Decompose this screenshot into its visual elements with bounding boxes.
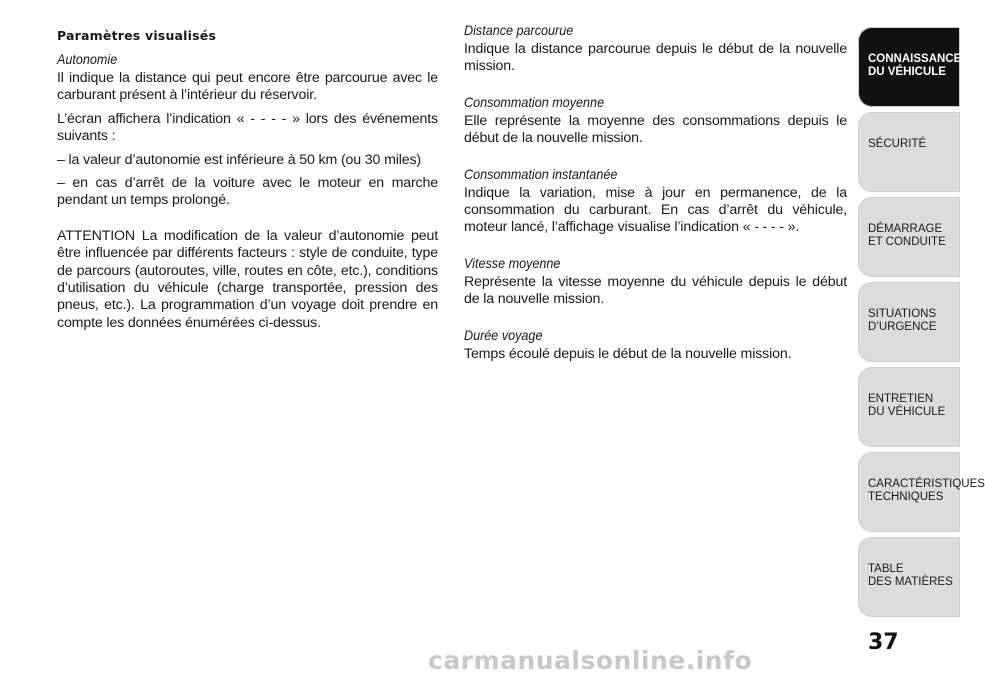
tab-caracteristiques[interactable] bbox=[858, 452, 985, 532]
tab-label: SÉCURITÉ bbox=[868, 138, 927, 150]
tab-label: DÉMARRAGE ET CONDUITE bbox=[868, 223, 946, 248]
watermark: carmanualsonline.info bbox=[428, 646, 753, 675]
tab-table-matieres[interactable] bbox=[858, 537, 960, 617]
paragraph: Elle représente la moyenne des consommations depuis le début de la nouvelle mission. bbox=[464, 112, 847, 147]
section-title: Paramètres visualisés bbox=[57, 28, 217, 43]
tab-situations[interactable] bbox=[858, 282, 960, 362]
paragraph: L’écran affichera l’indication « - - - - » lors des événements suivants : bbox=[57, 110, 438, 145]
tab-label: CARACTÉRISTIQUES TECHNIQUES bbox=[868, 478, 985, 503]
paragraph: Indique la distance parcourue depuis le début de la nouvelle mission. bbox=[464, 41, 847, 75]
tab-label: CONNAISSANCE DU VÉHICULE bbox=[868, 53, 962, 78]
paragraph: Indique la variation, mise à jour en permanence, de la consommation du carburant. En cas d’arrêt du véhicule, moteur lancé, l’affichage visualise l’indication « - - - - ». bbox=[464, 184, 847, 236]
attention-paragraph: ATTENTION La modification de la valeur d’autonomie peut être influencée par différents facteurs : style de conduite, type de parcours (autoroutes, ville, routes en côte, etc.), conditions d’utilisation du véhicule (charge transportée, pression des pneus, etc.). La programmation d’un voyage doit prendre en compte les données énumérées ci-dessus. bbox=[57, 227, 438, 331]
tab-connaissance[interactable] bbox=[858, 27, 960, 107]
subtitle-consommation-instantanee: Consommation instantanée bbox=[464, 165, 618, 182]
paragraph: – la valeur d’autonomie est inférieure à 50 km (ou 30 miles) bbox=[57, 151, 422, 168]
chapter-tabs bbox=[858, 27, 985, 622]
paragraph: Il indique la distance qui peut encore être parcourue avec le carburant présent à l’intérieur du réservoir. bbox=[57, 70, 438, 104]
subtitle-vitesse: Vitesse moyenne bbox=[464, 254, 561, 271]
tab-label: TABLE DES MATIÈRES bbox=[868, 563, 953, 588]
tab-securite[interactable] bbox=[858, 112, 960, 192]
tab-demarrage[interactable] bbox=[858, 197, 960, 277]
paragraph: Représente la vitesse moyenne du véhicule depuis le début de la nouvelle mission. bbox=[464, 273, 847, 308]
tab-label: SITUATIONS D’URGENCE bbox=[868, 308, 937, 333]
tab-entretien[interactable] bbox=[858, 367, 960, 447]
subtitle-distance: Distance parcourue bbox=[464, 22, 574, 38]
tab-label: ENTRETIEN DU VÉHICULE bbox=[868, 393, 946, 418]
subtitle-consommation-moyenne: Consommation moyenne bbox=[464, 93, 605, 110]
paragraph: – en cas d’arrêt de la voiture avec le moteur en marche pendant un temps prolongé. bbox=[57, 175, 438, 209]
subtitle-autonomie: Autonomie bbox=[57, 51, 118, 67]
right-column bbox=[464, 22, 847, 369]
subtitle-duree: Durée voyage bbox=[464, 326, 543, 343]
paragraph: Temps écoulé depuis le début de la nouvelle mission. bbox=[464, 345, 792, 362]
left-column bbox=[57, 22, 438, 338]
page-number: 37 bbox=[868, 630, 899, 655]
